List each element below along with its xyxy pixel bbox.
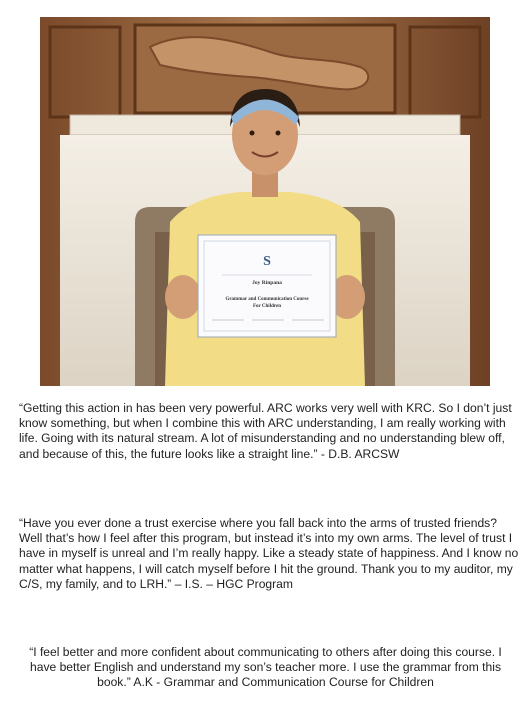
testimonial-1: “Getting this action in has been very powerful. ARC works very well with KRC. So I don’t just know something, but when I combine this with ARC understanding, I am really working with life. Going with its natural stream. A lot of misunderstanding and no understanding blew off, and because of this, the future looks like a straight line.” - D.B. ARCSW (19, 401, 512, 461)
certificate-course-line1: Grammar and Communication Course (225, 297, 309, 302)
testimonial-photo (40, 17, 490, 386)
photo-illustration (40, 17, 490, 386)
testimonial-2: “Have you ever done a trust exercise where you fall back into the arms of trusted friends? Well that’s how I feel after this program, but instead it’s into my own arms. The level of trust I have in myself is unreal and I’m really happy. Like a steady state of happiness. And I know no matter what happens, I will catch myself before I hit the ground. Thank you to my auditor, my C/S, my family, and to LRH.” – I.S. – HGC Program (19, 516, 519, 591)
testimonial-3: “I feel better and more confident about communicating to others after doing this course. I have better English and understand my son’s teacher more. I use the grammar from this book.” A.K - Grammar and Communication Course for Children (29, 645, 502, 690)
certificate (198, 235, 336, 337)
certificate-recipient: Joy Rinpana (252, 280, 282, 286)
certificate-course-line2: For Children (252, 304, 282, 309)
certificate-logo: S (263, 254, 271, 269)
